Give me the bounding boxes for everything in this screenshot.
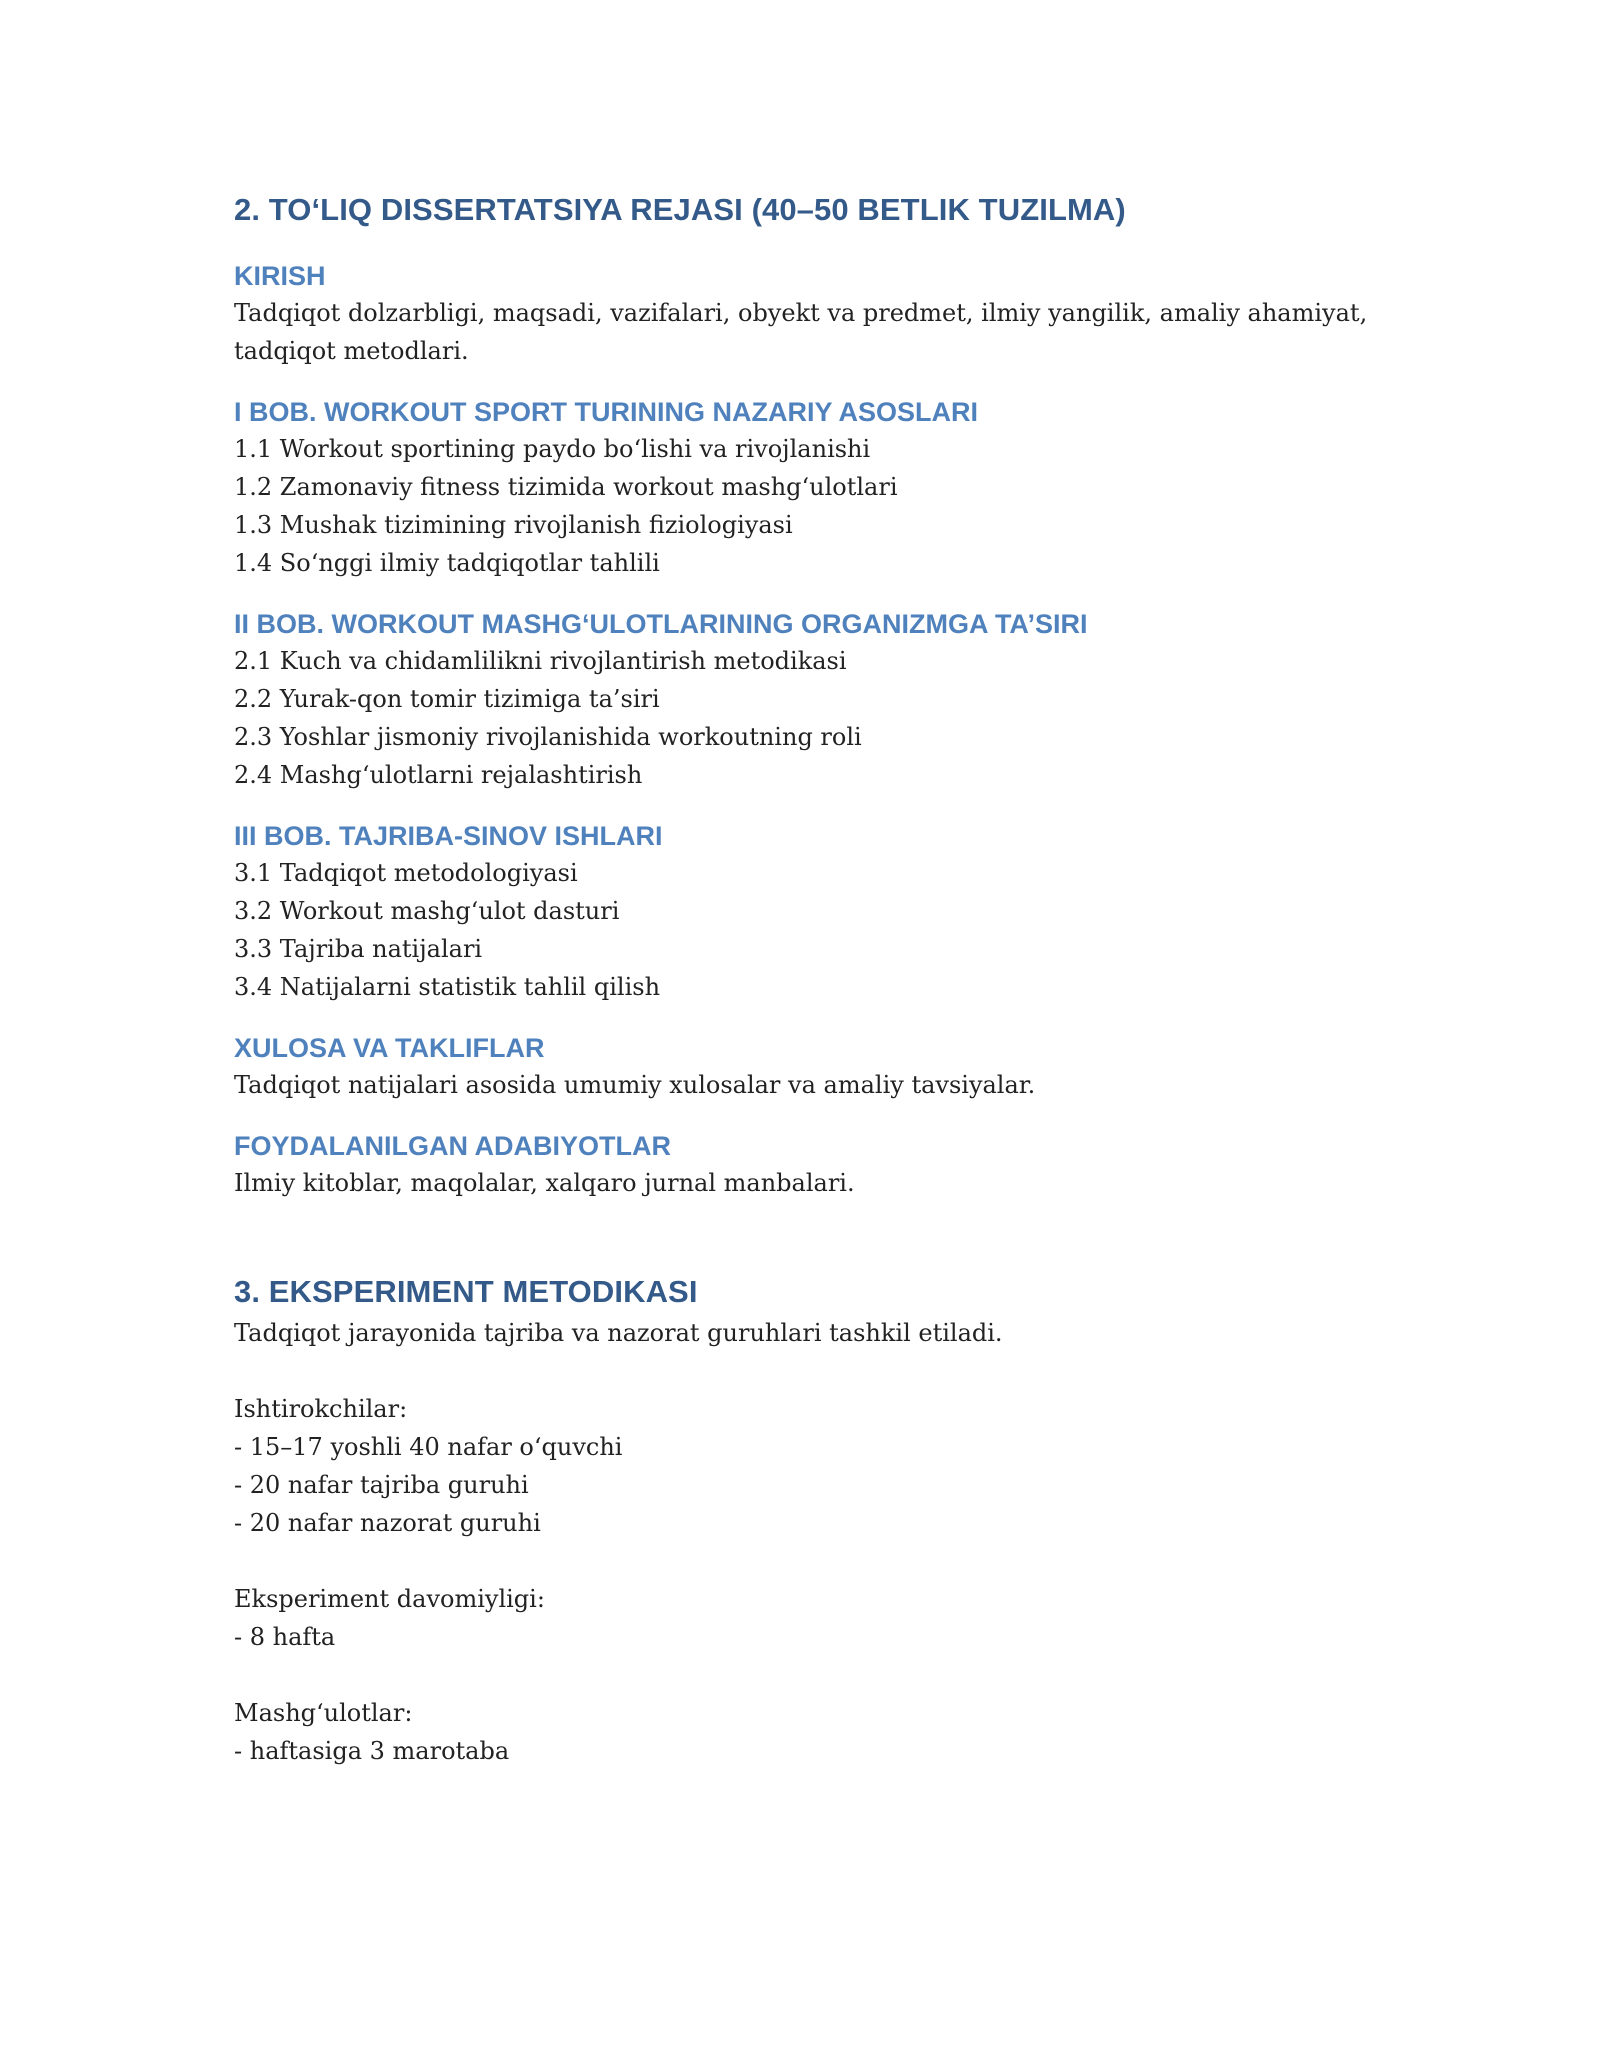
list-item: - 20 nafar nazorat guruhi: [234, 1509, 541, 1537]
section-title-method: 3. EKSPERIMENT METODIKASI: [234, 1274, 698, 1309]
list-item: - 15–17 yoshli 40 nafar o‘quvchi: [234, 1433, 623, 1461]
list-item: - 8 hafta: [234, 1623, 336, 1651]
heading-conclusion: XULOSA VA TAKLIFLAR: [234, 1033, 545, 1063]
chapter-1-list: [234, 430, 1394, 582]
conclusion-text: Tadqiqot natijalari asosida umumiy xulosalar va amaliy tavsiyalar.: [234, 1071, 1036, 1099]
list-item: 1.2 Zamonaviy fitness tizimida workout mashg‘ulotlari: [234, 473, 898, 501]
section-title-plan: 2. TO‘LIQ DISSERTATSIYA REJASI (40–50 BETLIK TUZILMA): [234, 192, 1126, 227]
participants-label: Ishtirokchilar:: [234, 1395, 408, 1423]
list-item: - haftasiga 3 marotaba: [234, 1737, 510, 1765]
sessions-label: Mashg‘ulotlar:: [234, 1699, 413, 1727]
document-page: [234, 190, 1394, 1770]
duration-label: Eksperiment davomiyligi:: [234, 1585, 545, 1613]
heading-chapter-1: I BOB. WORKOUT SPORT TURINING NAZARIY ASOSLARI: [234, 397, 979, 427]
list-item: 1.4 So‘nggi ilmiy tadqiqotlar tahlili: [234, 549, 660, 577]
list-item: 2.4 Mashg‘ulotlarni rejalashtirish: [234, 761, 643, 789]
participants-list: [234, 1428, 1394, 1542]
list-item: 1.1 Workout sportining paydo bo‘lishi va rivojlanishi: [234, 435, 871, 463]
list-item: - 20 nafar tajriba guruhi: [234, 1471, 529, 1499]
list-item: 2.1 Kuch va chidamlilikni rivojlantirish metodikasi: [234, 647, 847, 675]
sessions-list: [234, 1732, 1394, 1770]
duration-list: [234, 1618, 1394, 1656]
heading-chapter-3: III BOB. TAJRIBA-SINOV ISHLARI: [234, 821, 663, 851]
intro-text: Tadqiqot dolzarbligi, maqsadi, vazifalari, obyekt va predmet, ilmiy yangilik, amaliy ahamiyat, tadqiqot metodlari.: [234, 299, 1368, 365]
list-item: 3.1 Tadqiqot metodologiyasi: [234, 859, 578, 887]
heading-references: FOYDALANILGAN ADABIYOTLAR: [234, 1131, 671, 1161]
list-item: 2.2 Yurak-qon tomir tizimiga ta’siri: [234, 685, 660, 713]
heading-intro: KIRISH: [234, 261, 326, 291]
heading-chapter-2: II BOB. WORKOUT MASHG‘ULOTLARINING ORGANIZMGA TA’SIRI: [234, 609, 1088, 639]
chapter-3-list: [234, 854, 1394, 1006]
list-item: 3.2 Workout mashg‘ulot dasturi: [234, 897, 620, 925]
list-item: 3.3 Tajriba natijalari: [234, 935, 483, 963]
chapter-2-list: [234, 642, 1394, 794]
list-item: 3.4 Natijalarni statistik tahlil qilish: [234, 973, 661, 1001]
list-item: 2.3 Yoshlar jismoniy rivojlanishida workoutning roli: [234, 723, 862, 751]
references-text: Ilmiy kitoblar, maqolalar, xalqaro jurnal manbalari.: [234, 1169, 855, 1197]
method-intro: Tadqiqot jarayonida tajriba va nazorat guruhlari tashkil etiladi.: [234, 1319, 1003, 1347]
list-item: 1.3 Mushak tizimining rivojlanish fiziologiyasi: [234, 511, 793, 539]
